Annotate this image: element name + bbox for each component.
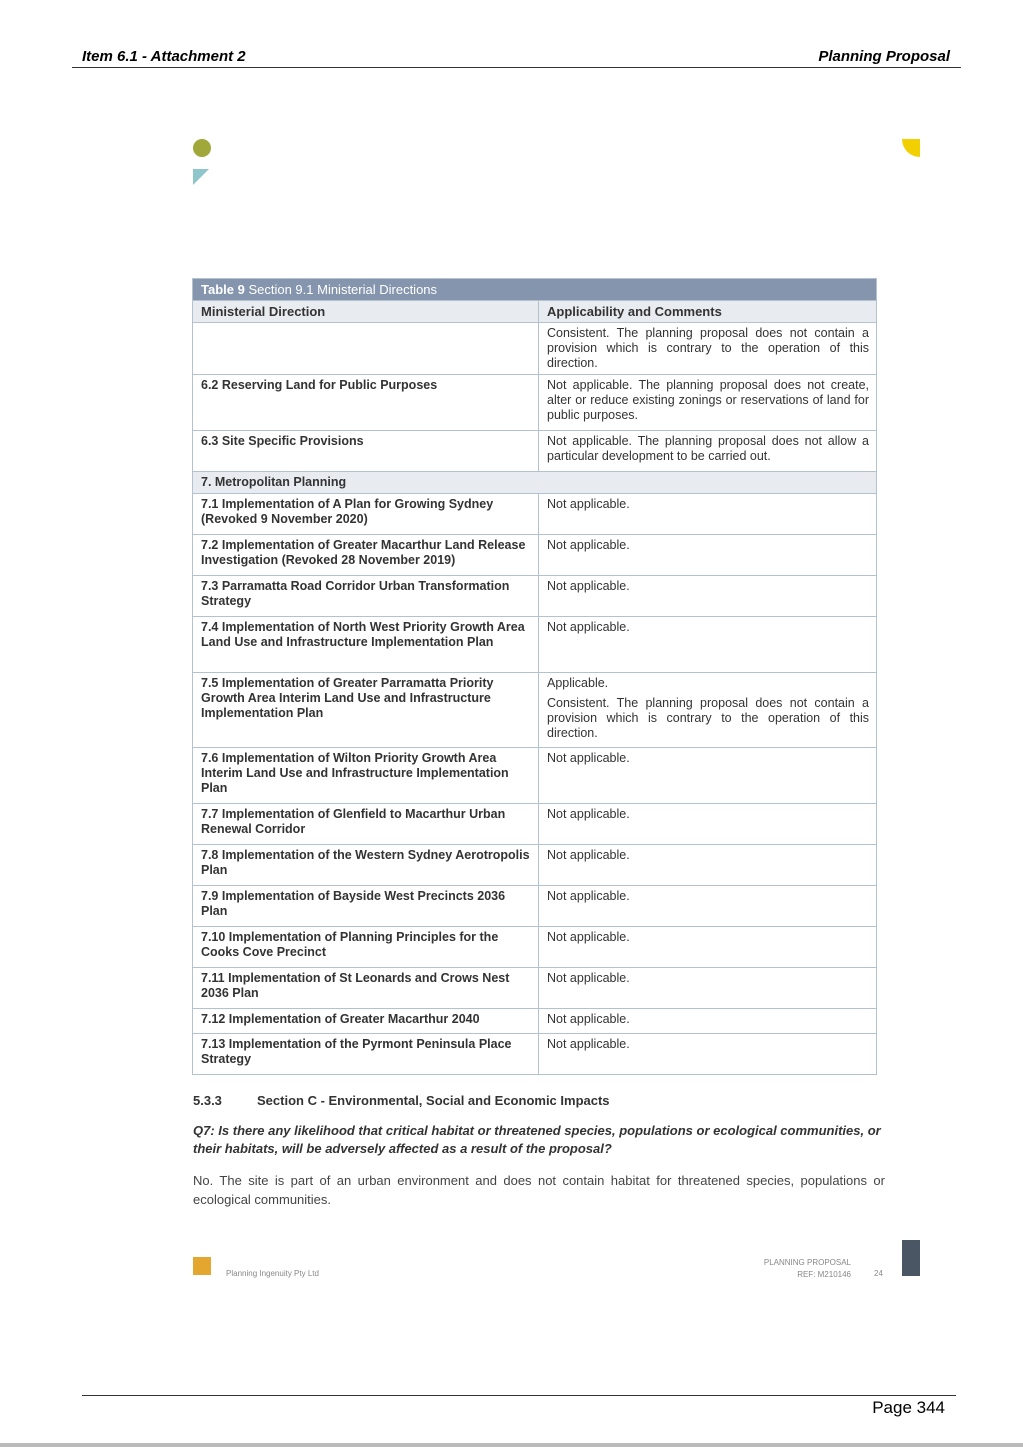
blue-triangle-decoration (193, 169, 209, 185)
comment-cell: Not applicable. (539, 804, 877, 845)
table-row (193, 804, 877, 845)
header-document-title: Planning Proposal (818, 48, 950, 65)
table-row (193, 323, 877, 375)
table-row (193, 673, 877, 748)
table-row (193, 1009, 877, 1034)
header-attachment-label: Item 6.1 - Attachment 2 (82, 48, 246, 65)
direction-cell: 6.3 Site Specific Provisions (193, 431, 539, 472)
footer-dark-bar (902, 1240, 920, 1276)
footer-ref: REF: M210146 (797, 1270, 851, 1279)
comment-cell: Not applicable. (539, 886, 877, 927)
direction-cell: 7.3 Parramatta Road Corridor Urban Transformation Strategy (193, 576, 539, 617)
comment-cell (539, 673, 877, 748)
answer-q7: No. The site is part of an urban environment and does not contain habitat for threatened species, populations or ecological communities. (193, 1173, 885, 1207)
comment-cell: Not applicable. (539, 968, 877, 1009)
comment-cell: Not applicable. The planning proposal does not create, alter or reduce existing zonings or reservations of land for public purposes. (539, 375, 877, 431)
question-q7: Q7: Is there any likelihood that critical habitat or threatened species, populations or ecological communities, or their habitats, will be adversely affected as a result of the proposal? (193, 1123, 881, 1156)
table-row (193, 748, 877, 804)
footer-doc-title: PLANNING PROPOSAL (763, 1258, 851, 1267)
table-caption-row (193, 279, 877, 301)
table-caption-text: Section 9.1 Ministerial Directions (244, 282, 438, 297)
comment-cell: Not applicable. (539, 1034, 877, 1075)
footer-company: Planning Ingenuity Pty Ltd (226, 1269, 319, 1278)
direction-cell: 6.2 Reserving Land for Public Purposes (193, 375, 539, 431)
direction-cell: 7.11 Implementation of St Leonards and Crows Nest 2036 Plan (193, 968, 539, 1009)
table-caption (193, 279, 877, 301)
direction-cell: 7.4 Implementation of North West Priority Growth Area Land Use and Infrastructure Implementation Plan (193, 617, 539, 673)
direction-cell: 7.5 Implementation of Greater Parramatta Priority Growth Area Interim Land Use and Infrastructure Implementation Plan (193, 673, 539, 748)
comment-consistent: Consistent. The planning proposal does not contain a provision which is contrary to the operation of this direction. (547, 696, 870, 740)
comment-cell: Not applicable. (539, 494, 877, 535)
table-row (193, 576, 877, 617)
section-c-heading (193, 1093, 610, 1108)
comment-cell: Not applicable. (539, 1009, 877, 1034)
page-number: Page 344 (872, 1398, 945, 1417)
column-header-comments: Applicability and Comments (539, 301, 877, 323)
table-row (193, 1034, 877, 1075)
table-row (193, 375, 877, 431)
section-heading: 7. Metropolitan Planning (193, 472, 877, 494)
section-c-number: 5.3.3 (193, 1093, 222, 1108)
column-header-direction: Ministerial Direction (193, 301, 539, 323)
page-bottom-edge (0, 1443, 1023, 1447)
table-row (193, 968, 877, 1009)
comment-cell: Not applicable. (539, 748, 877, 804)
table-row (193, 886, 877, 927)
table-caption-number: Table 9 (201, 282, 245, 297)
comment-cell: Not applicable. (539, 617, 877, 673)
yellow-quarter-decoration (902, 139, 920, 157)
comment-cell: Not applicable. (539, 535, 877, 576)
direction-cell: 7.12 Implementation of Greater Macarthur 2040 (193, 1009, 539, 1034)
table-row (193, 494, 877, 535)
comment-applicable: Applicable. (547, 676, 609, 690)
direction-cell: 7.10 Implementation of Planning Principles for the Cooks Cove Precinct (193, 927, 539, 968)
comment-cell: Consistent. The planning proposal does not contain a provision which is contrary to the operation of this direction. (539, 323, 877, 375)
direction-cell: 7.1 Implementation of A Plan for Growing Sydney (Revoked 9 November 2020) (193, 494, 539, 535)
direction-cell: 7.13 Implementation of the Pyrmont Peninsula Place Strategy (193, 1034, 539, 1075)
section-c-title: Section C - Environmental, Social and Economic Impacts (257, 1093, 610, 1108)
green-circle-decoration (193, 139, 211, 157)
section-row (193, 472, 877, 494)
comment-cell: Not applicable. (539, 845, 877, 886)
table-row (193, 927, 877, 968)
footer-page-number: 24 (874, 1269, 883, 1278)
footer-rule (82, 1395, 956, 1396)
direction-cell: 7.2 Implementation of Greater Macarthur Land Release Investigation (Revoked 28 November 2019) (193, 535, 539, 576)
direction-cell: 7.9 Implementation of Bayside West Precincts 2036 Plan (193, 886, 539, 927)
direction-cell (193, 323, 539, 375)
table-row (193, 535, 877, 576)
footer-orange-square (193, 1257, 211, 1275)
ministerial-directions-table (192, 278, 877, 1075)
table-row (193, 845, 877, 886)
direction-cell: 7.6 Implementation of Wilton Priority Growth Area Interim Land Use and Infrastructure Implementation Plan (193, 748, 539, 804)
table-row (193, 431, 877, 472)
direction-cell: 7.7 Implementation of Glenfield to Macarthur Urban Renewal Corridor (193, 804, 539, 845)
comment-cell: Not applicable. (539, 576, 877, 617)
comment-cell: Not applicable. (539, 927, 877, 968)
comment-cell: Not applicable. The planning proposal does not allow a particular development to be carried out. (539, 431, 877, 472)
footer-doc-info (764, 1257, 851, 1281)
table-row (193, 617, 877, 673)
table-header-row (193, 301, 877, 323)
direction-cell: 7.8 Implementation of the Western Sydney Aerotropolis Plan (193, 845, 539, 886)
header-rule (72, 67, 961, 68)
